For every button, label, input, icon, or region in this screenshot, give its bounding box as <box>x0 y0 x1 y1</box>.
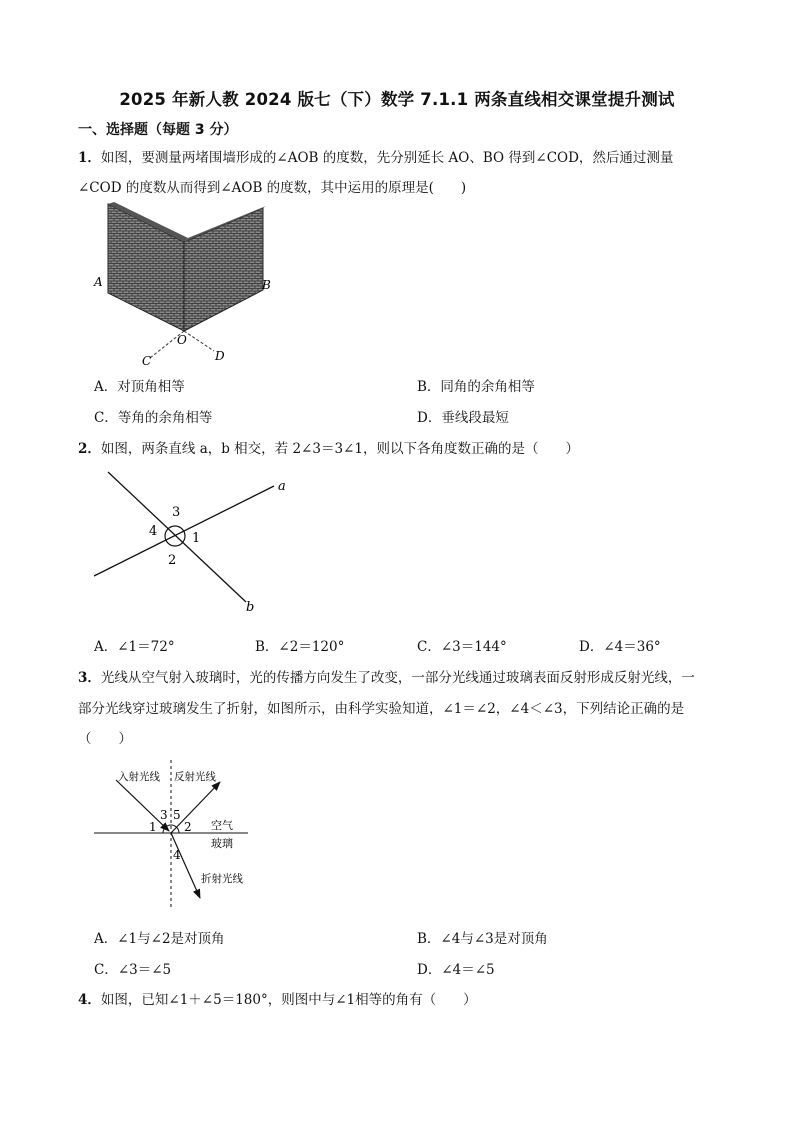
question-4-text-1: 如图，已知∠1＋∠5＝180°，则图中与∠1相等的角有（ ） <box>100 992 477 1008</box>
question-4-number: 4． <box>78 992 101 1008</box>
question-3-option-d[interactable]: D．∠4＝∠5 <box>417 962 495 978</box>
question-4-line-1 <box>78 988 477 1008</box>
question-2-option-c[interactable]: C．∠3＝144° <box>417 639 507 655</box>
question-1-option-a[interactable]: A．对顶角相等 <box>94 379 185 395</box>
refracted-ray <box>171 833 200 898</box>
question-1-figure <box>88 198 278 370</box>
label-angle-3: 3 <box>160 808 168 822</box>
question-3-text-3: （ ） <box>78 731 132 747</box>
question-2-option-d[interactable]: D．∠4＝36° <box>579 639 661 655</box>
question-1-line-1 <box>78 146 673 166</box>
extension-od <box>184 331 214 351</box>
label-air: 空气 <box>211 819 233 832</box>
question-1-option-b[interactable]: B．同角的余角相等 <box>417 379 535 395</box>
question-1-text-1: 如图，要测量两堵围墙形成的∠AOB 的度数，先分别延长 AO、BO 得到∠COD，然后通过测量 <box>100 150 674 166</box>
question-3-line-1 <box>78 666 695 686</box>
question-2-option-a[interactable]: A．∠1＝72° <box>94 639 175 655</box>
label-angle-3: 3 <box>172 505 181 520</box>
line-b <box>108 472 246 602</box>
label-angle-1: 1 <box>192 531 201 546</box>
question-3-figure <box>90 758 260 918</box>
question-3-number: 3． <box>78 670 101 686</box>
question-3-option-b[interactable]: B．∠4与∠3是对顶角 <box>417 931 548 947</box>
question-3-option-c[interactable]: C．∠3＝∠5 <box>94 962 172 978</box>
label-line-a: a <box>278 479 286 494</box>
label-angle-1: 1 <box>149 820 157 834</box>
right-wall <box>184 208 263 331</box>
question-3-text-2: 部分光线穿过玻璃发生了折射，如图所示，由科学实验知道，∠1＝∠2，∠4＜∠3，下列结论正确的是 <box>78 701 685 717</box>
label-angle-4: 4 <box>149 524 158 539</box>
question-1-text-2: ∠COD 的度数从而得到∠AOB 的度数，其中运用的原理是( ) <box>78 180 467 196</box>
question-1-option-c[interactable]: C．等角的余角相等 <box>94 410 213 426</box>
label-refract: 折射光线 <box>201 873 243 885</box>
question-2-figure <box>88 468 303 618</box>
label-o: O <box>177 333 187 347</box>
label-reflect: 反射光线 <box>174 771 216 783</box>
label-angle-4: 4 <box>173 848 181 862</box>
label-glass: 玻璃 <box>211 837 233 850</box>
label-angle-5: 5 <box>173 808 181 822</box>
section-heading: 一、选择题（每题 3 分） <box>78 122 238 138</box>
incident-ray <box>116 780 169 831</box>
label-angle-2: 2 <box>168 553 177 568</box>
question-2-line-1 <box>78 437 579 457</box>
page-title: 2025 年新人教 2024 版七（下）数学 7.1.1 两条直线相交课堂提升测试 <box>119 90 675 109</box>
question-2-option-b[interactable]: B．∠2＝120° <box>255 639 345 655</box>
label-line-b: b <box>246 600 255 615</box>
label-b: B <box>262 278 271 292</box>
left-wall <box>108 204 184 331</box>
question-1-number: 1． <box>78 150 101 166</box>
label-d: D <box>215 349 225 363</box>
question-3-option-a[interactable]: A．∠1与∠2是对顶角 <box>94 931 225 947</box>
label-angle-2: 2 <box>184 820 192 834</box>
question-3-text-1: 光线从空气射入玻璃时，光的传播方向发生了改变，一部分光线通过玻璃表面反射形成反射光线，一 <box>100 670 695 686</box>
question-2-number: 2． <box>78 441 101 457</box>
label-c: C <box>142 354 152 368</box>
question-1-option-d[interactable]: D．垂线段最短 <box>417 410 509 426</box>
question-2-text-1: 如图，两条直线 a，b 相交，若 2∠3＝3∠1，则以下各角度数正确的是（ ） <box>100 441 579 457</box>
label-a: A <box>94 275 103 289</box>
label-incident: 入射光线 <box>118 771 160 783</box>
